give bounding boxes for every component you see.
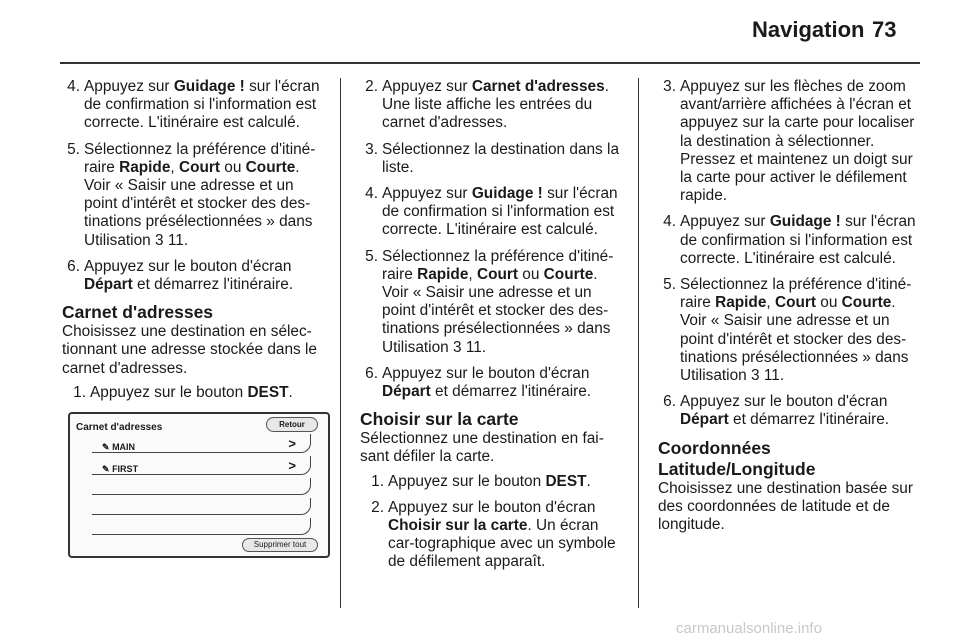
bold-term: Départ [84,276,133,294]
list-item [360,365,622,401]
text-run: et démarrez l'itinéraire. [430,383,592,401]
list-item [366,499,622,572]
list-item[interactable] [92,434,311,453]
bold-term: Rapide [715,294,767,312]
text-run: Appuyez sur le bouton [90,383,248,401]
list-item [658,78,922,205]
right-column [658,78,922,540]
item-text [382,78,622,133]
item-number: 4. [365,185,378,203]
column-divider-left [340,78,341,608]
text-run: Appuyez sur [84,78,174,95]
text-run: Appuyez sur le bouton d'écran [382,364,590,382]
pin-icon: ✎ [102,442,110,453]
text-run: . Voir « Saisir une adresse et un point d'intérêt et stocker des des-tinations présélectionnées » dans Utilisation [680,294,909,385]
item-text [680,276,922,385]
page-reference: 11. [163,231,189,249]
text-run: Appuyez sur [382,185,472,203]
item-text [388,499,622,572]
list-item [360,78,622,133]
item-number: 6. [67,257,80,275]
bold-term: Rapide [119,158,171,176]
section-heading: Carnet d'adresses [62,302,214,323]
list-item [62,258,324,294]
bold-term: Courte [543,265,594,283]
bold-term: Départ [382,383,431,401]
back-button[interactable]: Retour [266,417,318,432]
item-number: 2. [371,498,384,516]
list-item [360,141,622,177]
bold-term: Court [178,158,220,176]
bold-term: Guidage ! [173,78,245,95]
text-run: sur l'écran de confirmation si l'information est correcte. L'itinéraire est calculé. [84,78,320,132]
item-text [382,185,622,240]
text-run: . [586,472,591,490]
bold-term: Court [476,265,518,283]
item-text: Appuyez sur les flèches de zoom avant/arrière affichées à l'écran et appuyez sur la carte pour localiser la destination à sélectionner. Pressez et maintenez un doigt sur la carte pour activer le défilement rapide. [680,78,915,205]
section-heading: Choisir sur la carte [360,409,519,430]
item-text [84,78,324,133]
text-run: sur l'écran de confirmation si l'information est correcte. L'itinéraire est calculé. [382,185,618,239]
bold-term: Choisir sur la carte [388,517,528,535]
text-run: , [468,265,477,283]
item-number: 3. [663,78,676,95]
screen-title: Carnet d'adresses [76,422,163,434]
text-run: ou [518,265,544,283]
bold-term: Courte [841,294,892,312]
item-number: 2. [365,78,378,95]
column-divider-right [638,78,639,608]
list-item [68,384,324,402]
text-run: ou [220,158,246,176]
text-run: . Voir « Saisir une adresse et un point d'intérêt et stocker des des-tinations présélectionnées » dans Utilisation [84,158,313,249]
entry-label [102,460,138,478]
section-intro: Choisissez une destination en sélec-tionnant une adresse stockée dans le carnet d'adresses. [62,323,317,377]
item-number: 1. [371,472,384,490]
entry-text: MAIN [112,442,136,453]
section-intro: Choisissez une destination basée sur des coordonnées de latitude et de longitude. [658,479,913,534]
item-number: 5. [663,276,676,294]
empty-list-slot [92,498,311,515]
bold-term: Guidage ! [471,185,543,203]
text-run: . Un écran car-tographique avec un symbole de défilement apparaît. [388,517,616,571]
watermark: carmanualsonline.info [676,620,822,637]
bold-term: Courte [245,158,296,176]
page-reference: 11. [759,367,785,385]
text-run: Sélectionnez la préférence d'itiné-raire [680,276,912,312]
list-item [360,185,622,240]
list-item [62,78,324,133]
item-number: 4. [67,78,80,95]
page-number: 73 [872,17,897,42]
bold-term: DEST [545,472,587,490]
bold-term: Départ [680,411,729,429]
chevron-right-icon: > [288,436,296,452]
text-run: Appuyez sur [680,213,770,231]
list-item [62,141,324,250]
item-number: 6. [663,393,676,411]
list-item[interactable] [92,456,311,475]
text-run: Sélectionnez la préférence d'itiné-raire [382,247,614,283]
delete-all-button[interactable]: Supprimer tout [242,538,318,552]
item-text: Sélectionnez la destination dans la liste. [382,140,620,176]
text-run: Appuyez sur [382,78,472,95]
text-run: . Voir « Saisir une adresse et un point d'intérêt et stocker des des-tinations présélectionnées » dans Utilisation [382,265,611,356]
page-header-title: Navigation [752,17,865,42]
bold-term: Rapide [417,265,469,283]
item-number: 5. [365,247,378,265]
left-column [62,78,324,558]
section-subheading: Latitude/Longitude [658,458,816,479]
item-number: 4. [663,213,676,231]
middle-column [360,78,622,580]
chevron-right-icon: > [288,458,296,474]
reference-arrow-icon: 3 [453,338,462,356]
text-run: Appuyez sur le bouton d'écran [388,498,596,516]
entry-label [102,438,135,456]
section-intro: Sélectionnez une destination en fai-sant défiler la carte. [360,430,604,466]
text-run: Sélectionnez la préférence d'itiné-raire [84,140,316,176]
text-run: et démarrez l'itinéraire. [132,276,294,294]
section-heading: Coordonnées [658,437,771,458]
reference-arrow-icon: 3 [155,231,164,249]
text-run: Appuyez sur le bouton d'écran [680,393,888,411]
text-run: . Une liste affiche les entrées du carnet d'adresses. [382,78,609,132]
item-number: 1. [73,383,86,401]
text-run: sur l'écran de confirmation si l'information est correcte. L'itinéraire est calculé. [680,213,916,267]
empty-list-slot [92,518,311,535]
pin-icon: ✎ [102,464,110,475]
list-item [658,213,922,268]
item-text [84,141,324,250]
item-text [90,384,324,402]
list-item [366,473,622,491]
empty-list-slot [92,478,311,495]
item-text [84,258,324,294]
page-reference: 11. [461,338,487,356]
entry-text: FIRST [112,464,139,475]
text-run: Appuyez sur le bouton d'écran [84,257,292,275]
bold-term: Court [774,294,816,312]
reference-arrow-icon: 3 [751,367,760,385]
bold-term: DEST [247,383,289,401]
item-number: 3. [365,140,378,158]
address-book-screen-illustration [68,412,330,558]
item-text [382,365,622,401]
text-run: et démarrez l'itinéraire. [728,411,890,429]
item-number: 6. [365,364,378,382]
list-item [360,248,622,357]
header-rule [60,62,920,64]
list-item [658,276,922,385]
item-text [382,248,622,357]
bold-term: Carnet d'adresses [471,78,605,95]
list-item [658,393,922,429]
text-run: , [766,294,775,312]
item-text [388,473,622,491]
text-run: , [170,158,179,176]
item-number: 5. [67,140,80,158]
text-run: . [288,383,293,401]
text-run: ou [816,294,842,312]
item-text [680,393,922,429]
bold-term: Guidage ! [769,213,841,231]
text-run: Appuyez sur le bouton [388,472,546,490]
item-text [680,213,922,268]
